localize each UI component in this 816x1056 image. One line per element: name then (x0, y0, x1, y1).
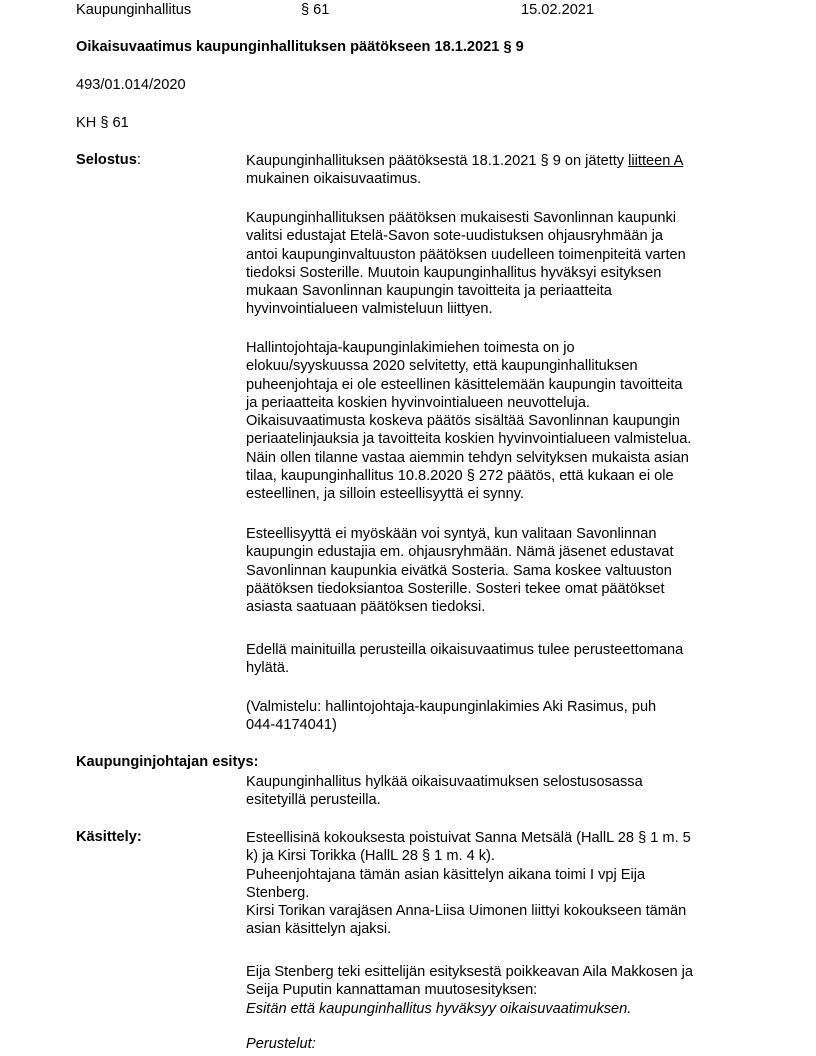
header-section: § 61 (301, 2, 330, 18)
header-date: 15.02.2021 (521, 2, 595, 18)
kh-reference: KH § 61 (76, 115, 129, 131)
selostus-paragraph-2: Kaupunginhallituksen päätöksen mukaisesti Savonlinnan kaupunki valitsi edustajat Etelä-Savon sote-uudistuksen ohjausryhmään ja antoi kaupunginvaltuuston päätöksen uudelleen toimenpiteitä varten tiedoksi Sosterille. Muutoin kaupunginhallitus hyväksyi esityksen mukaan Savonlinnan kaupungin tavoitteita ja periaatteita hyvinvointialueen valmisteluun liittyen. (246, 210, 686, 318)
esitys-label: Kaupunginjohtajan esitys: (76, 754, 259, 770)
motion-text: Esitän että kaupunginhallitus hyväksyy oikaisuvaatimuksen. (246, 1000, 632, 1017)
selostus-paragraph-5: Edellä mainituilla perusteilla oikaisuvaatimus tulee perusteettomana hylätä. (246, 642, 684, 677)
selostus-paragraph-6: (Valmistelu: hallintojohtaja-kaupunginlakimies Aki Rasimus, puh 044-4174041) (246, 699, 657, 734)
attachment-link[interactable]: liitteen A (628, 153, 684, 169)
kasittely-paragraph-1: Esteellisinä kokouksesta poistuivat Sanna Metsälä (HallL 28 § 1 m. 5 k) ja Kirsi Torikka (HallL 28 § 1 m. 4 k). Puheenjohtajana tämän asian käsittelyn aikana toimi I vpj Eija Stenberg. Kirsi Torikan varajäsen Anna-Liisa Uimonen liittyi kokoukseen tämän asian käsittelyn ajaksi. (246, 830, 691, 938)
esitys-text: Kaupunginhallitus hylkää oikaisuvaatimuksen selostusosassa esitetyillä perusteilla. (246, 774, 643, 809)
selostus-paragraph-4: Esteellisyyttä ei myöskään voi syntyä, kun valitaan Savonlinnan kaupungin edustajia em. ohjausryhmään. Nämä jäsenet edustavat Savonlinnan kaupunkia eivätkä Sosteria. Sama koskee valtuuston päätöksen tiedoksiantoa Sosterille. Sosteri tekee omat päätökset asiasta saatuaan päätöksen tiedoksi. (246, 526, 674, 616)
selostus-paragraph-3: Hallintojohtaja-kaupunginlakimiehen toimesta on jo elokuu/syyskuussa 2020 selvitetty, että kaupunginhallituksen puheenjohtaja ei ole esteellinen käsittelemään kaupungin tavoitteita ja periaatteita koskien hyvinvointialueen neuvotteluja. Oikaisuvaatimusta koskeva päätös sisältää Savonlinnan kaupungin periaatelinjauksia ja tavoitteita koskien hyvinvointialueen valmistelua. Näin ollen tilanne vastaa aiemmin tehdyn selvityksen mukaista asian tilaa, kaupunginhallitus 10.8.2020 § 272 päätös, että kukaan ei ole esteellinen, ja silloin esteellisyyttä ei synny. (246, 340, 692, 503)
kasittely-paragraph-2: Eija Stenberg teki esittelijän esityksestä poikkeavan Aila Makkosen ja Seija Puputin kannattaman muutosesityksen: Esitän että kaupunginhallitus hyväksyy oikaisuvaatimuksen. (246, 963, 746, 1018)
selostus-label: Selostus: (76, 152, 141, 168)
kasittely-label: Käsittely: (76, 829, 142, 845)
header-body: Kaupunginhallitus (76, 2, 192, 18)
document-title: Oikaisuvaatimus kaupunginhallituksen päätökseen 18.1.2021 § 9 (76, 39, 524, 55)
selostus-paragraph-1: Kaupunginhallituksen päätöksestä 18.1.2021 § 9 on jätetty liitteen A mukainen oikaisuvaatimus. (246, 153, 684, 188)
record-number: 493/01.014/2020 (76, 77, 186, 93)
perustelut-label: Perustelut: (246, 1036, 316, 1052)
